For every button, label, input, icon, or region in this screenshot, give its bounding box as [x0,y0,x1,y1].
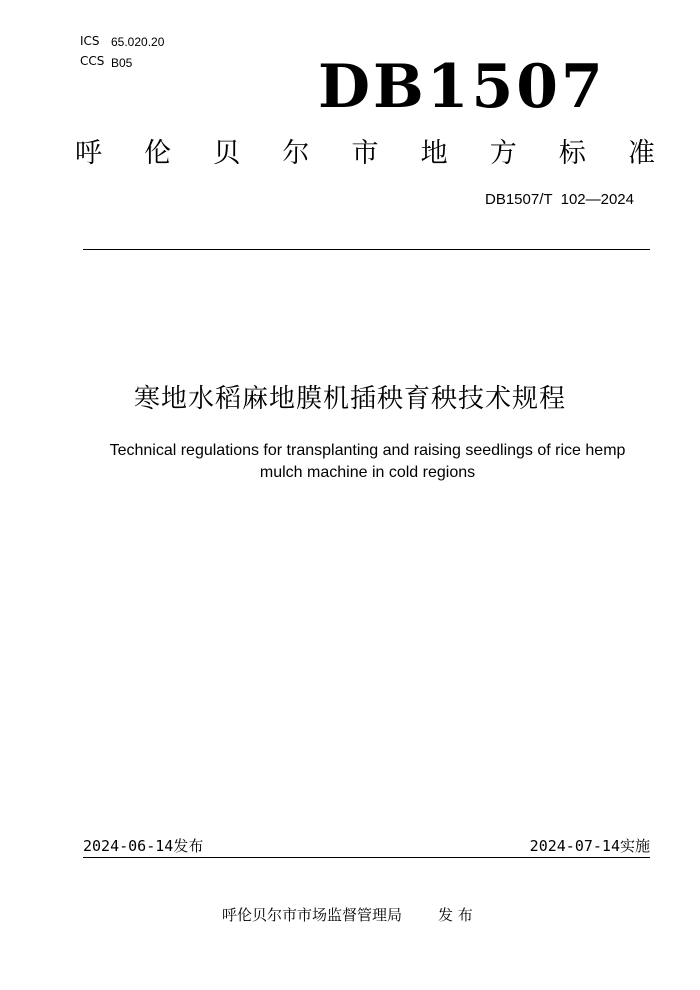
english-title-line-2: mulch machine in cold regions [259,464,476,481]
ics-label: ICS [80,34,100,48]
standard-number: DB1507/T 102—2024 [485,191,634,208]
standard-type-char: 标 [558,138,586,169]
document-title-chinese: 寒地水稻麻地膜机插秧育秧技术规程 [133,384,566,414]
standard-type-char: 方 [489,138,517,169]
header-divider [83,249,650,250]
standard-type-char: 准 [628,138,655,169]
issuer-line [222,905,473,925]
release-date: 2024-06-14 [83,837,174,855]
document-title-english [90,440,645,484]
standard-type-char: 呼 [75,138,102,169]
issuer-name: 呼伦贝尔市市场监督管理局 [222,906,403,924]
standard-type-title [75,136,655,172]
standard-type-char: 伦 [144,138,172,169]
footer-divider [83,857,650,858]
ccs-label: CCS [80,54,105,68]
implement-date: 2024-07-14 [529,837,620,855]
implement-word: 实施 [619,837,650,855]
english-title-line-1: Technical regulations for transplanting and raising seedlings of rice hemp [109,442,626,459]
standard-code-logo: DB1507 [318,52,606,122]
standard-type-char: 地 [420,138,448,169]
ccs-value: B05 [111,56,133,70]
standard-type-char: 市 [351,138,379,169]
issuer-action: 发 布 [438,906,473,924]
standard-type-char: 尔 [282,138,310,169]
release-word: 发布 [173,837,204,855]
ics-value: 65.020.20 [111,35,165,49]
release-date-line [83,836,203,857]
implement-date-line [530,836,650,857]
standard-type-char: 贝 [213,138,241,169]
